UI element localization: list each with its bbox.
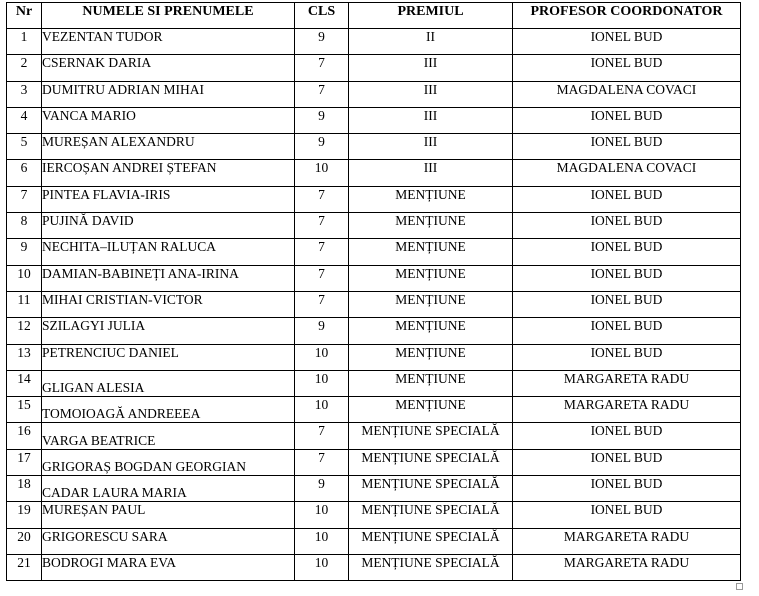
cell-teacher: MARGARETA RADU <box>513 554 741 580</box>
cell-name: MIHAI CRISTIAN-VICTOR <box>42 291 295 317</box>
cell-cls: 10 <box>295 344 349 370</box>
cell-cls: 7 <box>295 265 349 291</box>
cell-teacher: IONEL BUD <box>513 502 741 528</box>
cell-nr: 3 <box>7 81 42 107</box>
cell-cls: 7 <box>295 449 349 475</box>
header-prize: PREMIUL <box>349 3 513 29</box>
cell-cls: 9 <box>295 318 349 344</box>
cell-cls: 10 <box>295 370 349 396</box>
cell-teacher: IONEL BUD <box>513 55 741 81</box>
cell-cls: 7 <box>295 423 349 449</box>
table-row <box>7 213 741 239</box>
cell-nr: 21 <box>7 554 42 580</box>
table-row <box>7 449 741 475</box>
table-row <box>7 502 741 528</box>
table-row <box>7 160 741 186</box>
cell-nr: 5 <box>7 134 42 160</box>
cell-teacher: MARGARETA RADU <box>513 397 741 423</box>
cell-teacher: IONEL BUD <box>513 449 741 475</box>
cell-name: VARGA BEATRICE <box>42 423 295 449</box>
cell-teacher: IONEL BUD <box>513 291 741 317</box>
table-row <box>7 291 741 317</box>
cell-nr: 18 <box>7 476 42 502</box>
cell-prize: MENȚIUNE <box>349 265 513 291</box>
cell-nr: 4 <box>7 107 42 133</box>
cell-nr: 15 <box>7 397 42 423</box>
cell-name: MUREȘAN PAUL <box>42 502 295 528</box>
cell-prize: MENȚIUNE SPECIALĂ <box>349 423 513 449</box>
cell-prize: III <box>349 160 513 186</box>
results-table <box>6 2 741 581</box>
cell-teacher: IONEL BUD <box>513 265 741 291</box>
cell-teacher: IONEL BUD <box>513 423 741 449</box>
table-row <box>7 423 741 449</box>
header-teacher: PROFESOR COORDONATOR <box>513 3 741 29</box>
cell-nr: 2 <box>7 55 42 81</box>
cell-nr: 9 <box>7 239 42 265</box>
cell-cls: 10 <box>295 160 349 186</box>
cell-teacher: MARGARETA RADU <box>513 528 741 554</box>
table-row <box>7 554 741 580</box>
cell-nr: 7 <box>7 186 42 212</box>
table-row <box>7 397 741 423</box>
cell-name: DAMIAN-BABINEȚI ANA-IRINA <box>42 265 295 291</box>
table-body <box>7 29 741 581</box>
cell-prize: MENȚIUNE SPECIALĂ <box>349 449 513 475</box>
cell-cls: 9 <box>295 29 349 55</box>
cell-name: PINTEA FLAVIA-IRIS <box>42 186 295 212</box>
cell-cls: 7 <box>295 239 349 265</box>
cell-prize: MENȚIUNE <box>349 370 513 396</box>
table-row <box>7 318 741 344</box>
cell-cls: 10 <box>295 397 349 423</box>
table-row <box>7 239 741 265</box>
paragraph-end-mark <box>736 583 743 590</box>
cell-nr: 11 <box>7 291 42 317</box>
table-row <box>7 186 741 212</box>
table-header <box>7 3 741 29</box>
cell-prize: III <box>349 81 513 107</box>
cell-cls: 10 <box>295 502 349 528</box>
table-row <box>7 81 741 107</box>
table-row <box>7 107 741 133</box>
cell-teacher: IONEL BUD <box>513 29 741 55</box>
cell-teacher: IONEL BUD <box>513 107 741 133</box>
cell-nr: 1 <box>7 29 42 55</box>
cell-name: MUREȘAN ALEXANDRU <box>42 134 295 160</box>
cell-name: TOMOIOAGĂ ANDREEEA <box>42 397 295 423</box>
header-nr: Nr <box>7 3 42 29</box>
cell-name: SZILAGYI JULIA <box>42 318 295 344</box>
cell-teacher: IONEL BUD <box>513 476 741 502</box>
cell-prize: II <box>349 29 513 55</box>
table-row <box>7 344 741 370</box>
cell-prize: MENȚIUNE <box>349 397 513 423</box>
cell-name: GLIGAN ALESIA <box>42 370 295 396</box>
cell-cls: 9 <box>295 134 349 160</box>
header-row <box>7 3 741 29</box>
cell-teacher: IONEL BUD <box>513 186 741 212</box>
cell-prize: MENȚIUNE SPECIALĂ <box>349 528 513 554</box>
cell-teacher: MARGARETA RADU <box>513 370 741 396</box>
cell-prize: MENȚIUNE <box>349 318 513 344</box>
header-cls: CLS <box>295 3 349 29</box>
cell-prize: MENȚIUNE <box>349 213 513 239</box>
cell-nr: 12 <box>7 318 42 344</box>
cell-nr: 20 <box>7 528 42 554</box>
cell-prize: III <box>349 134 513 160</box>
cell-prize: MENȚIUNE <box>349 344 513 370</box>
cell-nr: 13 <box>7 344 42 370</box>
cell-prize: III <box>349 107 513 133</box>
table-row <box>7 55 741 81</box>
cell-name: GRIGORESCU SARA <box>42 528 295 554</box>
cell-prize: MENȚIUNE SPECIALĂ <box>349 502 513 528</box>
cell-name: CADAR LAURA MARIA <box>42 476 295 502</box>
cell-name: BODROGI MARA EVA <box>42 554 295 580</box>
table-row <box>7 265 741 291</box>
cell-teacher: IONEL BUD <box>513 344 741 370</box>
table-row <box>7 134 741 160</box>
cell-cls: 7 <box>295 291 349 317</box>
cell-name: PUJINĂ DAVID <box>42 213 295 239</box>
cell-teacher: IONEL BUD <box>513 134 741 160</box>
cell-prize: MENȚIUNE SPECIALĂ <box>349 554 513 580</box>
cell-teacher: IONEL BUD <box>513 213 741 239</box>
cell-cls: 7 <box>295 213 349 239</box>
cell-cls: 9 <box>295 107 349 133</box>
cell-teacher: MAGDALENA COVACI <box>513 81 741 107</box>
cell-teacher: IONEL BUD <box>513 239 741 265</box>
cell-nr: 16 <box>7 423 42 449</box>
cell-name: GRIGORAȘ BOGDAN GEORGIAN <box>42 449 295 475</box>
cell-nr: 14 <box>7 370 42 396</box>
cell-name: DUMITRU ADRIAN MIHAI <box>42 81 295 107</box>
cell-cls: 7 <box>295 186 349 212</box>
cell-nr: 8 <box>7 213 42 239</box>
header-name: NUMELE SI PRENUMELE <box>42 3 295 29</box>
cell-prize: III <box>349 55 513 81</box>
table-row <box>7 29 741 55</box>
cell-teacher: IONEL BUD <box>513 318 741 344</box>
cell-name: IERCOȘAN ANDREI ȘTEFAN <box>42 160 295 186</box>
table-row <box>7 476 741 502</box>
table-row <box>7 370 741 396</box>
cell-nr: 6 <box>7 160 42 186</box>
cell-cls: 7 <box>295 55 349 81</box>
cell-prize: MENȚIUNE <box>349 186 513 212</box>
cell-teacher: MAGDALENA COVACI <box>513 160 741 186</box>
cell-nr: 10 <box>7 265 42 291</box>
table-row <box>7 528 741 554</box>
cell-nr: 19 <box>7 502 42 528</box>
cell-name: NECHITA–ILUȚAN RALUCA <box>42 239 295 265</box>
cell-cls: 10 <box>295 554 349 580</box>
cell-prize: MENȚIUNE <box>349 291 513 317</box>
cell-name: VEZENTAN TUDOR <box>42 29 295 55</box>
cell-prize: MENȚIUNE <box>349 239 513 265</box>
cell-name: PETRENCIUC DANIEL <box>42 344 295 370</box>
cell-name: VANCA MARIO <box>42 107 295 133</box>
cell-cls: 9 <box>295 476 349 502</box>
cell-name: CSERNAK DARIA <box>42 55 295 81</box>
cell-cls: 7 <box>295 81 349 107</box>
cell-prize: MENȚIUNE SPECIALĂ <box>349 476 513 502</box>
cell-nr: 17 <box>7 449 42 475</box>
cell-cls: 10 <box>295 528 349 554</box>
